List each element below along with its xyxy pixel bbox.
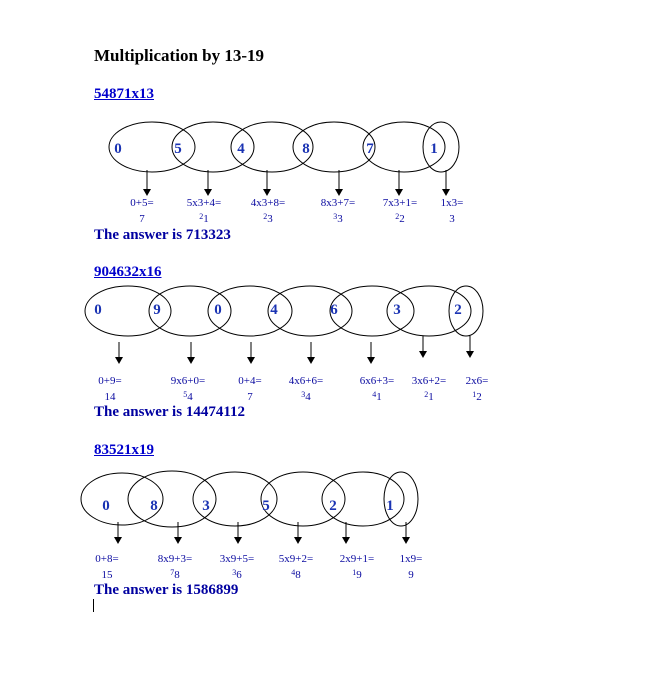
digit: 2 xyxy=(454,302,462,318)
digit: 5 xyxy=(262,498,270,514)
digit: 3 xyxy=(202,498,210,514)
digit: 4 xyxy=(270,302,278,318)
down-arrow-icon xyxy=(115,336,474,364)
page-title: Multiplication by 13-19 xyxy=(94,46,265,65)
step-calculation: 0+5= 7 xyxy=(130,197,154,225)
step-calculation: 5x3+4= $^2$1 xyxy=(186,197,222,225)
digit: 6 xyxy=(330,302,338,318)
step-calculation: 0+9= 14 xyxy=(98,375,122,403)
step-calculation: 8x9+3= $^7$8 xyxy=(157,553,193,581)
step-calculation: 6x6+3= $^4$1 xyxy=(359,375,395,403)
step-calculation: 0+4= 7 xyxy=(238,375,262,403)
ellipse xyxy=(330,286,414,336)
step-calculation: 1x3= 3 xyxy=(440,197,464,225)
step-calculation: 7x3+1= $^2$2 xyxy=(382,197,418,225)
step-calculation: 4x3+8= $^2$3 xyxy=(250,197,286,225)
step-calculation: 4x6+6= $^3$4 xyxy=(288,375,324,403)
step-calculation: 2x9+1= $^1$9 xyxy=(339,553,375,581)
digit: 0 xyxy=(114,141,122,157)
step-calculation: 0+8= 15 xyxy=(95,553,119,581)
ellipse-chain-diagram xyxy=(0,468,667,548)
digit: 8 xyxy=(302,141,310,157)
problem-heading: 54871x13 xyxy=(94,86,154,102)
ellipse xyxy=(423,122,459,172)
answer-text: The answer is 1586899 xyxy=(94,582,239,598)
digit: 2 xyxy=(329,498,337,514)
digit: 7 xyxy=(366,141,374,157)
digit: 9 xyxy=(153,302,161,318)
digit: 1 xyxy=(386,498,394,514)
digit: 5 xyxy=(174,141,182,157)
answer-text: The answer is 713323 xyxy=(94,227,231,243)
step-calculation: 3x6+2= $^2$1 xyxy=(411,375,447,403)
ellipse xyxy=(109,122,195,172)
step-calculation: 2x6= $^1$2 xyxy=(465,375,489,403)
text-cursor xyxy=(93,599,94,612)
digit: 0 xyxy=(102,498,110,514)
digit: 8 xyxy=(150,498,158,514)
answer-text: The answer is 14474112 xyxy=(94,404,245,420)
step-calculation: 5x9+2= $^4$8 xyxy=(278,553,314,581)
problem-heading: 904632x16 xyxy=(94,264,162,280)
step-calculation: 9x6+0= $^5$4 xyxy=(170,375,206,403)
step-calculation: 1x9= 9 xyxy=(399,553,423,581)
digit: 1 xyxy=(430,141,438,157)
ellipse xyxy=(268,286,352,336)
digit: 0 xyxy=(214,302,222,318)
digit: 3 xyxy=(393,302,401,318)
step-calculation: 8x3+7= $^3$3 xyxy=(320,197,356,225)
digit: 0 xyxy=(94,302,102,318)
problem-heading: 83521x19 xyxy=(94,442,154,458)
step-calculation: 3x9+5= $^3$6 xyxy=(219,553,255,581)
down-arrow-icon xyxy=(143,170,450,196)
ellipse-chain-diagram xyxy=(0,284,667,364)
ellipse-chain-diagram xyxy=(0,118,667,198)
digit: 4 xyxy=(237,141,245,157)
